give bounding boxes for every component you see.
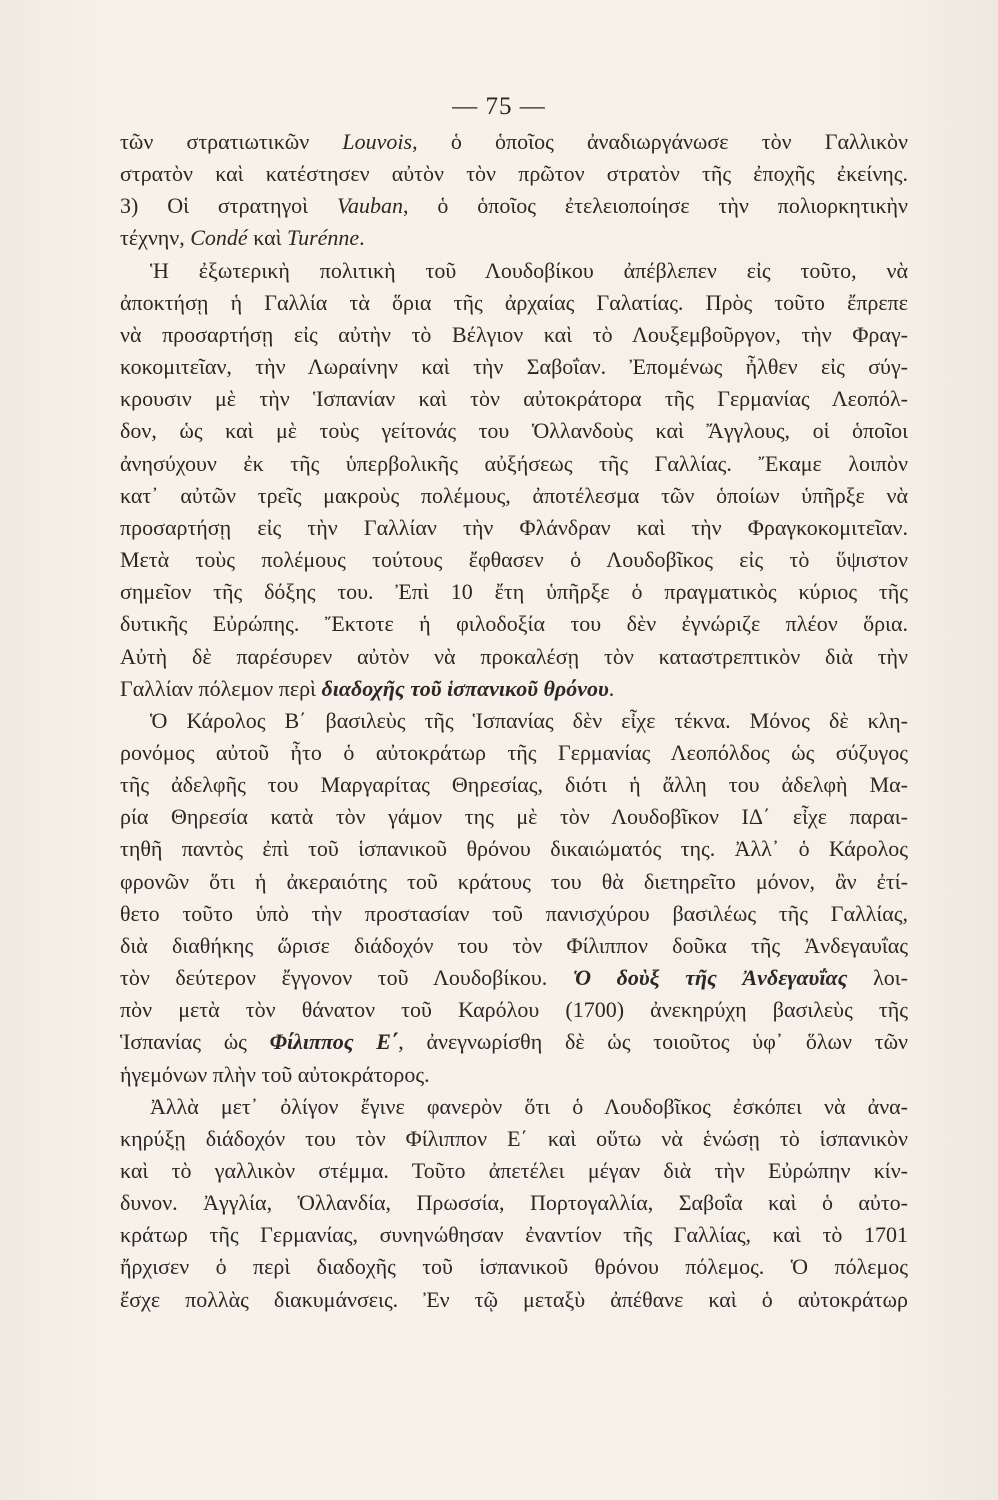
text-run: τῶν στρατιωτικῶν <box>120 129 343 154</box>
text-line <box>120 898 908 930</box>
text-run: Αὐτὴ δὲ παρέσυρεν αὐτὸν νὰ προκαλέσῃ τὸν καταστρεπτικὸν διὰ τὴν <box>120 643 908 669</box>
text-run: καὶ <box>247 225 288 251</box>
text-run: προσαρτήσῃ εἰς τὴν Γαλλίαν τὴν Φλάνδραν καὶ τὴν Φραγκοκομιτεῖαν. <box>120 514 908 540</box>
text-line <box>120 1026 908 1058</box>
text-line <box>120 1155 908 1187</box>
text-line <box>120 415 908 447</box>
text-run: , ὁ ὁποῖος ἐτελειοποίησε τὴν πολιορκητικὴν <box>402 193 909 219</box>
text-run: δυνον. Ἀγγλία, Ὁλλανδία, Πρωσσία, Πορτογαλλία, Σαβοΐα καὶ ὁ αὐτο- <box>120 1190 908 1216</box>
text-run: ρία Θηρεσία κατὰ τὸν γάμον της μὲ τὸν Λουδοβῖκον ΙΔ΄ εἶχε παραι- <box>120 804 908 830</box>
text-run: καὶ τὸ γαλλικὸν στέμμα. Τοῦτο ἀπετέλει μέγαν διὰ τὴν Εὐρώπην κίν- <box>120 1158 908 1183</box>
text-run: τῆς ἀδελφῆς του Μαργαρίτας Θηρεσίας, διότι ἡ ἄλλη του ἀδελφὴ Μα- <box>120 772 908 798</box>
page-text <box>120 126 908 1316</box>
text-run: λοι- <box>847 965 908 991</box>
text-run: ἀποκτήσῃ ἡ Γαλλία τὰ ὅρια τῆς ἀρχαίας Γαλατίας. Πρὸς τοῦτο ἔπρεπε <box>120 289 908 315</box>
text-run: φρονῶν ὅτι ἡ ἀκεραιότης τοῦ κράτους του θὰ διετηρεῖτο μόνον, ἂν ἐτί- <box>120 868 908 894</box>
text-run: τὸν δεύτερον ἔγγονον τοῦ Λουδοβίκου. <box>120 965 573 991</box>
text-line <box>120 544 908 576</box>
text-line <box>120 383 908 415</box>
text-line <box>120 608 908 640</box>
text-run: διὰ διαθήκης ὥρισε διάδοχόν του τὸν Φίλιππον δοῦκα τῆς Ἀνδεγαυΐας <box>120 932 908 958</box>
text-line <box>120 351 908 383</box>
text-line <box>120 833 908 865</box>
emphasized-text: Vauban <box>336 193 403 219</box>
text-line <box>120 673 908 705</box>
text-run: κρουσιν μὲ τὴν Ἱσπανίαν καὶ τὸν αὐτοκράτορα τῆς Γερμανίας Λεοπόλ- <box>120 386 908 412</box>
text-line <box>120 1284 908 1316</box>
text-line <box>120 866 908 898</box>
emphasized-text: διαδοχῆς τοῦ ἱσπανικοῦ θρόνου <box>321 675 609 701</box>
text-run: . <box>608 675 615 701</box>
text-line <box>120 576 908 608</box>
text-line <box>120 319 908 351</box>
text-line <box>120 930 908 962</box>
text-line <box>120 705 908 737</box>
text-line <box>120 255 908 287</box>
text-line <box>120 1187 908 1219</box>
text-run: σημεῖον τῆς δόξης του. Ἐπὶ 10 ἔτη ὑπῆρξε ὁ πραγματικὸς κύριος τῆς <box>120 579 908 605</box>
emphasized-text: Condé <box>190 225 248 251</box>
emphasized-text: Φίλιππος Ε΄ <box>269 1029 399 1055</box>
text-run: ἀνησύχουν ἐκ τῆς ὑπερβολικῆς αὐξήσεως τῆς Γαλλίας. Ἔκαμε λοιπὸν <box>120 450 908 476</box>
text-run: , ὁ ὁποῖος ἀναδιωργάνωσε τὸν Γαλλικὸν <box>412 129 908 154</box>
text-line <box>120 287 908 319</box>
text-run: Ἱσπανίας ὡς <box>120 1029 270 1055</box>
text-run: δυτικῆς Εὐρώπης. Ἔκτοτε ἡ φιλοδοξία του δὲν ἐγνώριζε πλέον ὅρια. <box>120 611 908 637</box>
text-run: ἔσχε πολλὰς διακυμάνσεις. Ἐν τῷ μεταξὺ ἀπέθανε καὶ ὁ αὐτοκράτωρ <box>120 1286 908 1312</box>
text-run: ἤρχισεν ὁ περὶ διαδοχῆς τοῦ ἱσπανικοῦ θρόνου πόλεμος. Ὁ πόλεμος <box>120 1254 908 1280</box>
text-line <box>120 158 908 190</box>
emphasized-text: Louvois <box>342 129 413 154</box>
text-run: ρονόμος αὐτοῦ ἦτο ὁ αὐτοκράτωρ τῆς Γερμανίας Λεοπόλδος ὡς σύζυγος <box>120 739 908 765</box>
text-line <box>120 222 908 254</box>
text-line <box>120 512 908 544</box>
text-line <box>120 1251 908 1283</box>
text-run: ἡγεμόνων πλὴν τοῦ αὐτοκράτορος. <box>120 1061 430 1087</box>
text-line <box>120 190 908 222</box>
text-run: 3) Οἱ στρατηγοὶ <box>120 193 337 219</box>
text-run: τέχνην, <box>120 225 191 251</box>
text-run: πὸν μετὰ τὸν θάνατον τοῦ Καρόλου (1700) ἀνεκηρύχη βασιλεὺς τῆς <box>120 997 908 1023</box>
text-line <box>120 769 908 801</box>
text-run: στρατὸν καὶ κατέστησεν αὐτὸν τὸν πρῶτον στρατὸν τῆς ἐποχῆς ἐκείνης. <box>120 161 908 187</box>
emphasized-text: Ὁ δοὺξ τῆς Ἀνδεγαυΐας <box>572 965 848 991</box>
text-run: . <box>359 225 365 251</box>
text-run: Μετὰ τοὺς πολέμους τούτους ἔφθασεν ὁ Λουδοβῖκος εἰς τὸ ὕψιστον <box>120 547 908 573</box>
text-run: νὰ προσαρτήσῃ εἰς αὐτὴν τὸ Βέλγιον καὶ τὸ Λουξεμβοῦργον, τὴν Φραγ- <box>120 321 908 347</box>
text-line <box>120 1123 908 1155</box>
text-line <box>120 448 908 480</box>
page-number: — 75 — <box>452 93 546 120</box>
text-line <box>120 737 908 769</box>
text-run: Γαλλίαν πόλεμον περὶ <box>120 675 322 701</box>
text-line <box>120 962 908 994</box>
text-line <box>120 801 908 833</box>
text-run: Ἡ ἐξωτερικὴ πολιτικὴ τοῦ Λουδοβίκου ἀπέβλεπεν εἰς τοῦτο, νὰ <box>150 257 908 283</box>
text-line <box>120 1219 908 1251</box>
text-run: θετο τοῦτο ὑπὸ τὴν προστασίαν τοῦ πανισχύρου βασιλέως τῆς Γαλλίας, <box>120 900 908 926</box>
text-line <box>120 994 908 1026</box>
text-line <box>120 1059 908 1091</box>
text-run: Ἀλλὰ μετ᾽ ὀλίγον ἔγινε φανερὸν ὅτι ὁ Λουδοβῖκος ἐσκόπει νὰ ἀνα- <box>150 1093 908 1119</box>
text-line <box>120 641 908 673</box>
text-run: κράτωρ τῆς Γερμανίας, συνηνώθησαν ἐναντίον τῆς Γαλλίας, καὶ τὸ 1701 <box>120 1222 908 1248</box>
text-run: , ἀνεγνωρίσθη δὲ ὡς τοιοῦτος ὑφ᾽ ὅλων τῶν <box>398 1029 908 1055</box>
emphasized-text: Turénne <box>287 225 360 251</box>
text-run: κοκομιτεῖαν, τὴν Λωραίνην καὶ τὴν Σαβοΐαν. Ἐπομένως ἦλθεν εἰς σύγ- <box>120 354 908 380</box>
text-line <box>120 126 908 158</box>
text-run: δον, ὡς καὶ μὲ τοὺς γείτονάς του Ὁλλανδοὺς καὶ Ἄγγλους, οἱ ὁποῖοι <box>120 418 908 444</box>
text-run: κηρύξῃ διάδοχόν του τὸν Φίλιππον Ε΄ καὶ οὕτω νὰ ἑνώσῃ τὸ ἱσπανικὸν <box>120 1125 908 1151</box>
text-run: κατ᾽ αὐτῶν τρεῖς μακροὺς πολέμους, ἀποτέλεσμα τῶν ὁποίων ὑπῆρξε νὰ <box>120 482 908 508</box>
text-run: Ὁ Κάρολος Β΄ βασιλεὺς τῆς Ἱσπανίας δὲν εἶχε τέκνα. Μόνος δὲ κλη- <box>150 707 908 733</box>
text-line <box>120 480 908 512</box>
text-run: τηθῆ παντὸς ἐπὶ τοῦ ἱσπανικοῦ θρόνου δικαιώματός της. Ἀλλ᾽ ὁ Κάρολος <box>120 836 908 862</box>
text-line <box>120 1091 908 1123</box>
